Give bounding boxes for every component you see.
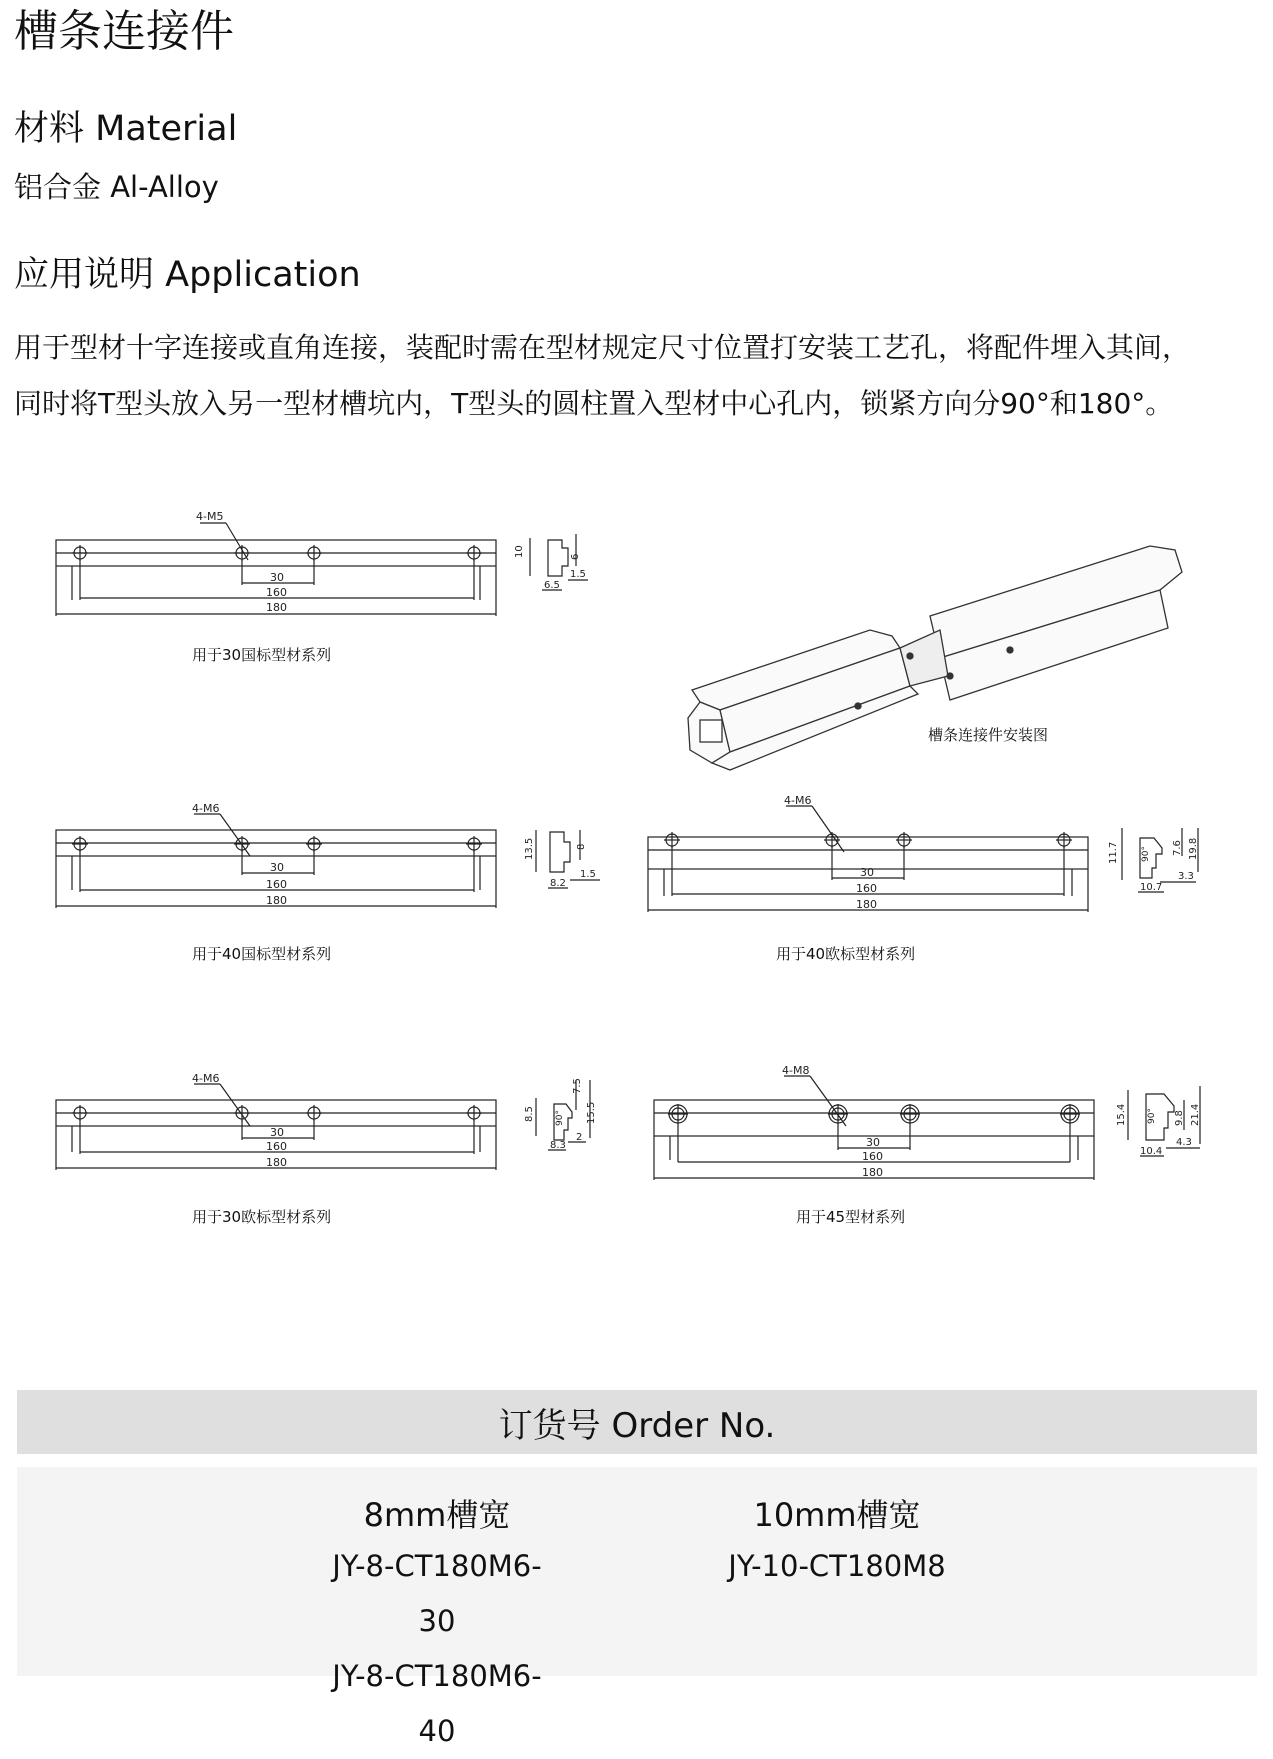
mounting-hole bbox=[72, 545, 88, 561]
hole-label: 4-M5 bbox=[196, 510, 224, 523]
drawing-30-eu bbox=[56, 1072, 597, 1226]
dim-30: 30 bbox=[270, 571, 284, 584]
svg-text:1.5: 1.5 bbox=[570, 569, 586, 580]
svg-text:3.3: 3.3 bbox=[1178, 871, 1194, 882]
dim-180: 180 bbox=[266, 601, 287, 614]
dim-160: 160 bbox=[856, 882, 877, 895]
svg-text:2: 2 bbox=[576, 1132, 583, 1143]
order-code: JY-8-CT180M6-30 bbox=[332, 1549, 542, 1638]
mounting-hole bbox=[466, 836, 482, 852]
hole-label: 4-M6 bbox=[192, 802, 220, 815]
drawing-40-gb bbox=[56, 802, 600, 963]
svg-text:90°: 90° bbox=[1141, 846, 1151, 862]
material-value: 铝合金 Al-Alloy bbox=[14, 170, 219, 204]
svg-text:13.5: 13.5 bbox=[524, 837, 535, 860]
mounting-hole bbox=[466, 545, 482, 561]
mounting-hole bbox=[664, 832, 680, 848]
svg-text:7.5: 7.5 bbox=[572, 1078, 583, 1094]
svg-text:1.5: 1.5 bbox=[580, 869, 596, 880]
page-title: 槽条连接件 bbox=[14, 6, 234, 57]
svg-text:11.7: 11.7 bbox=[1108, 841, 1119, 864]
application-line: 同时将T型头放入另一型材槽坑内，T型头的圆柱置入型材中心孔内，锁紧方向分90°和180°。 bbox=[14, 387, 1174, 420]
svg-text:90°: 90° bbox=[555, 1110, 565, 1126]
svg-text:19.8: 19.8 bbox=[1188, 837, 1199, 860]
dim-30: 30 bbox=[270, 861, 284, 874]
svg-text:7.6: 7.6 bbox=[1172, 840, 1183, 856]
svg-text:10.7: 10.7 bbox=[1140, 882, 1163, 893]
hole-label: 4-M8 bbox=[782, 1064, 810, 1077]
svg-text:8.2: 8.2 bbox=[550, 878, 566, 889]
svg-text:8.3: 8.3 bbox=[550, 1140, 566, 1151]
install-caption: 槽条连接件安装图 bbox=[928, 726, 1049, 744]
hole-label: 4-M6 bbox=[784, 794, 812, 807]
svg-text:8: 8 bbox=[576, 843, 587, 850]
svg-text:9.8: 9.8 bbox=[1174, 1110, 1185, 1126]
dim-160: 160 bbox=[266, 586, 287, 599]
mounting-hole bbox=[306, 1105, 322, 1121]
application-line: 用于型材十字连接或直角连接，装配时需在型材规定尺寸位置打安装工艺孔，将配件埋入其间， bbox=[14, 331, 1191, 364]
dim-180: 180 bbox=[862, 1166, 883, 1179]
order-column-10mm bbox=[707, 1491, 967, 1594]
mounting-hole bbox=[72, 836, 88, 852]
svg-text:15.5: 15.5 bbox=[586, 1101, 597, 1124]
mounting-hole bbox=[466, 1105, 482, 1121]
application-heading: 应用说明 Application bbox=[14, 255, 361, 295]
mounting-hole bbox=[72, 1105, 88, 1121]
svg-text:15.4: 15.4 bbox=[1116, 1103, 1127, 1126]
order-column-head: 8mm槽宽 bbox=[363, 1496, 511, 1534]
svg-text:90°: 90° bbox=[1147, 1108, 1157, 1124]
drawing-45 bbox=[654, 1064, 1201, 1226]
material-heading: 材料 Material bbox=[14, 109, 238, 149]
order-table bbox=[17, 1467, 1257, 1748]
mounting-hole bbox=[306, 836, 322, 852]
mounting-hole bbox=[306, 545, 322, 561]
order-column-8mm bbox=[317, 1491, 557, 1759]
hole-label: 4-M6 bbox=[192, 1072, 220, 1085]
dim-160: 160 bbox=[862, 1150, 883, 1163]
dim-180: 180 bbox=[266, 1156, 287, 1169]
drawing-caption: 用于45型材系列 bbox=[796, 1208, 906, 1226]
order-code: JY-10-CT180M8 bbox=[728, 1549, 946, 1583]
mounting-hole bbox=[1056, 832, 1072, 848]
mounting-hole bbox=[668, 1104, 688, 1124]
drawing-caption: 用于30国标型材系列 bbox=[192, 646, 332, 664]
mounting-hole bbox=[1060, 1104, 1080, 1124]
order-column-head: 10mm槽宽 bbox=[753, 1496, 921, 1534]
application-text bbox=[14, 320, 1264, 432]
svg-text:6.5: 6.5 bbox=[544, 580, 560, 591]
svg-text:10.4: 10.4 bbox=[1140, 1146, 1163, 1157]
order-header bbox=[17, 1390, 1257, 1454]
drawing-40-eu bbox=[648, 794, 1199, 963]
drawing-caption: 用于40国标型材系列 bbox=[192, 945, 332, 963]
drawing-caption: 用于30欧标型材系列 bbox=[192, 1208, 332, 1226]
dim-160: 160 bbox=[266, 1140, 287, 1153]
dim-180: 180 bbox=[856, 898, 877, 911]
mounting-hole bbox=[896, 832, 912, 848]
dim-30: 30 bbox=[866, 1136, 880, 1149]
drawing-caption: 用于40欧标型材系列 bbox=[776, 945, 916, 963]
dim-30: 30 bbox=[270, 1126, 284, 1139]
order-code: JY-8-CT180M6-40 bbox=[332, 1659, 542, 1748]
svg-text:10: 10 bbox=[514, 545, 525, 558]
svg-text:21.4: 21.4 bbox=[1190, 1103, 1201, 1126]
drawing-30-gb bbox=[56, 510, 588, 664]
svg-text:6: 6 bbox=[570, 553, 581, 560]
mounting-hole bbox=[900, 1104, 920, 1124]
dim-30: 30 bbox=[860, 866, 874, 879]
dim-180: 180 bbox=[266, 894, 287, 907]
dim-160: 160 bbox=[266, 878, 287, 891]
order-heading: 订货号 Order No. bbox=[498, 1405, 776, 1446]
svg-text:4.3: 4.3 bbox=[1176, 1137, 1192, 1148]
svg-text:8.5: 8.5 bbox=[524, 1106, 535, 1122]
technical-drawings bbox=[0, 480, 1273, 1350]
